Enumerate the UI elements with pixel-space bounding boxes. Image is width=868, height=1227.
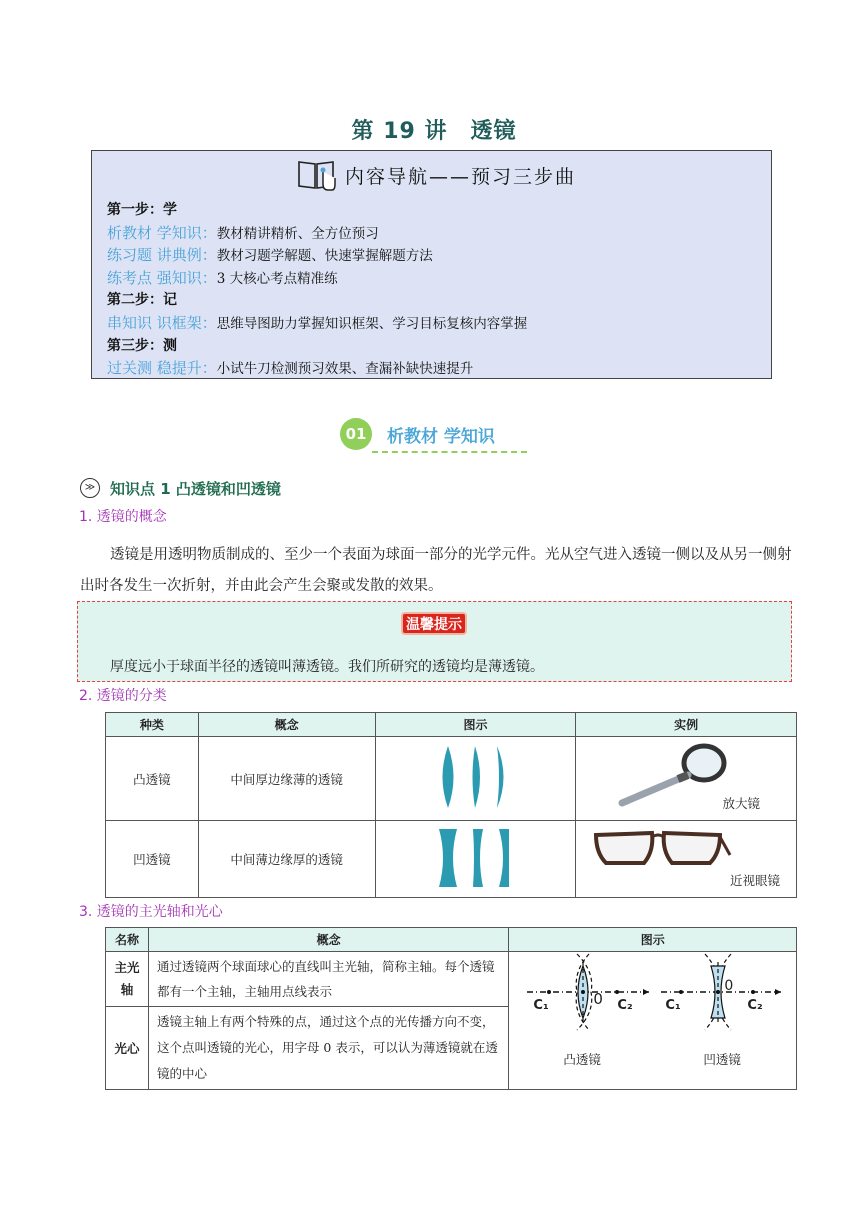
nav-row-desc: 3 大核心考点精准练 — [216, 270, 338, 287]
nav-row-practice — [107, 267, 527, 290]
row-concept-center: 透镜主轴上有两个特殊的点，通过这个点的光传播方向不变，这个点叫透镜的光心，用字母 0 表示，可以认为薄透镜就在透镜的中心 — [148, 1007, 508, 1090]
section-underline — [372, 451, 527, 453]
subheading-axis: 3. 透镜的主光轴和光心 — [79, 904, 223, 920]
o-label: 0 — [724, 978, 734, 994]
header-kind: 种类 — [106, 713, 199, 737]
nav-row-desc: 教材习题学解题、快速掌握解题方法 — [216, 248, 433, 265]
concave-lens-diagram — [375, 821, 576, 898]
step-label: 第三步：测 — [107, 337, 177, 354]
header-diagram: 图示 — [509, 928, 797, 952]
nav-row-label: 练考点 强知识： — [107, 268, 217, 287]
nav-row-desc: 思维导图助力掌握知识框架、学习目标复核内容掌握 — [216, 315, 528, 332]
glasses-example — [576, 821, 797, 898]
concave-caption: 凹透镜 — [703, 1052, 741, 1067]
nav-rows — [107, 199, 527, 380]
concept-concave: 中间薄边缘厚的透镜 — [198, 821, 375, 898]
convex-lens-diagram — [375, 737, 576, 821]
nav-row-label: 串知识 识框架： — [107, 313, 217, 332]
table-row — [106, 737, 797, 821]
tip-badge: 温馨提示 — [401, 612, 467, 635]
table-row — [106, 952, 797, 1007]
nav-step-3 — [107, 335, 527, 358]
section-number-badge: 01 — [340, 418, 372, 450]
nav-title: 内容导航——预习三步曲 — [345, 166, 577, 188]
nav-row-exercise — [107, 244, 527, 267]
nav-row-desc: 小试牛刀检测预习效果、查漏补缺快速提升 — [216, 361, 474, 378]
magnifier-example — [576, 737, 797, 821]
tip-text: 厚度远小于球面半径的透镜叫薄透镜。我们所研究的透镜均是薄透镜。 — [110, 659, 544, 675]
header-concept: 概念 — [148, 928, 508, 952]
nav-row-label: 练习题 讲典例： — [107, 246, 217, 265]
content-navigation-box — [91, 150, 772, 379]
convex-caption: 凸透镜 — [563, 1052, 601, 1067]
c1-label: C₁ — [665, 998, 681, 1013]
lens-classification-table — [105, 712, 797, 898]
lens-concept-paragraph: 透镜是用透明物质制成的、至少一个表面为球面一部分的光学元件。光从空气进入透镜一侧以及从另一侧射出时各发生一次折射，并由此会产生会聚或发散的效果。 — [80, 547, 792, 594]
concept-convex: 中间厚边缘薄的透镜 — [198, 737, 375, 821]
knowledge-point-title: 知识点 1 凸透镜和凹透镜 — [110, 480, 281, 498]
double-chevron-icon: ≫ — [80, 478, 100, 498]
axis-center-table — [105, 927, 797, 1090]
nav-step-2 — [107, 289, 527, 312]
example-caption: 近视眼镜 — [729, 873, 780, 888]
table-header-row — [106, 928, 797, 952]
o-label: 0 — [593, 990, 603, 1008]
convex-lenses-icon — [415, 742, 535, 812]
subheading-concept: 1. 透镜的概念 — [79, 509, 167, 525]
nav-row-label: 析教材 学知识： — [107, 223, 217, 242]
tip-box — [77, 601, 792, 682]
header-name: 名称 — [106, 928, 149, 952]
row-concept-axis: 通过透镜两个球面球心的直线叫主光轴，简称主轴。每个透镜都有一个主轴，主轴用点线表示 — [148, 952, 508, 1007]
table-row — [106, 821, 797, 898]
nav-row-label: 过关测 稳提升： — [107, 359, 217, 378]
section-title: 析教材 学知识 — [387, 427, 495, 447]
nav-step-1 — [107, 199, 527, 222]
c2-label: C₂ — [747, 998, 763, 1013]
concave-lenses-icon — [415, 826, 535, 890]
nav-row-textbook — [107, 222, 527, 245]
c1-label: C₁ — [533, 998, 549, 1013]
magnifier-icon — [612, 741, 732, 811]
row-name-axis: 主光轴 — [106, 952, 149, 1007]
nav-row-test — [107, 357, 527, 380]
page-title: 第 19 讲 透镜 — [351, 119, 517, 144]
kind-concave: 凹透镜 — [106, 821, 199, 898]
step-label: 第二步：记 — [107, 292, 177, 309]
example-caption: 放大镜 — [722, 796, 760, 811]
header-example: 实例 — [576, 713, 797, 737]
header-concept: 概念 — [198, 713, 375, 737]
subheading-classification: 2. 透镜的分类 — [79, 688, 167, 704]
nav-header — [92, 154, 771, 196]
row-name-center: 光心 — [106, 1007, 149, 1090]
nav-row-framework — [107, 312, 527, 335]
header-diagram: 图示 — [375, 713, 576, 737]
nav-row-desc: 教材精讲精析、全方位预习 — [216, 225, 379, 242]
kind-convex: 凸透镜 — [106, 737, 199, 821]
c2-label: C₂ — [617, 998, 633, 1013]
table-header-row — [106, 713, 797, 737]
glasses-icon — [592, 825, 732, 881]
axis-diagram-cell — [509, 952, 797, 1090]
step-label: 第一步：学 — [107, 202, 177, 218]
book-hand-icon — [297, 158, 337, 192]
